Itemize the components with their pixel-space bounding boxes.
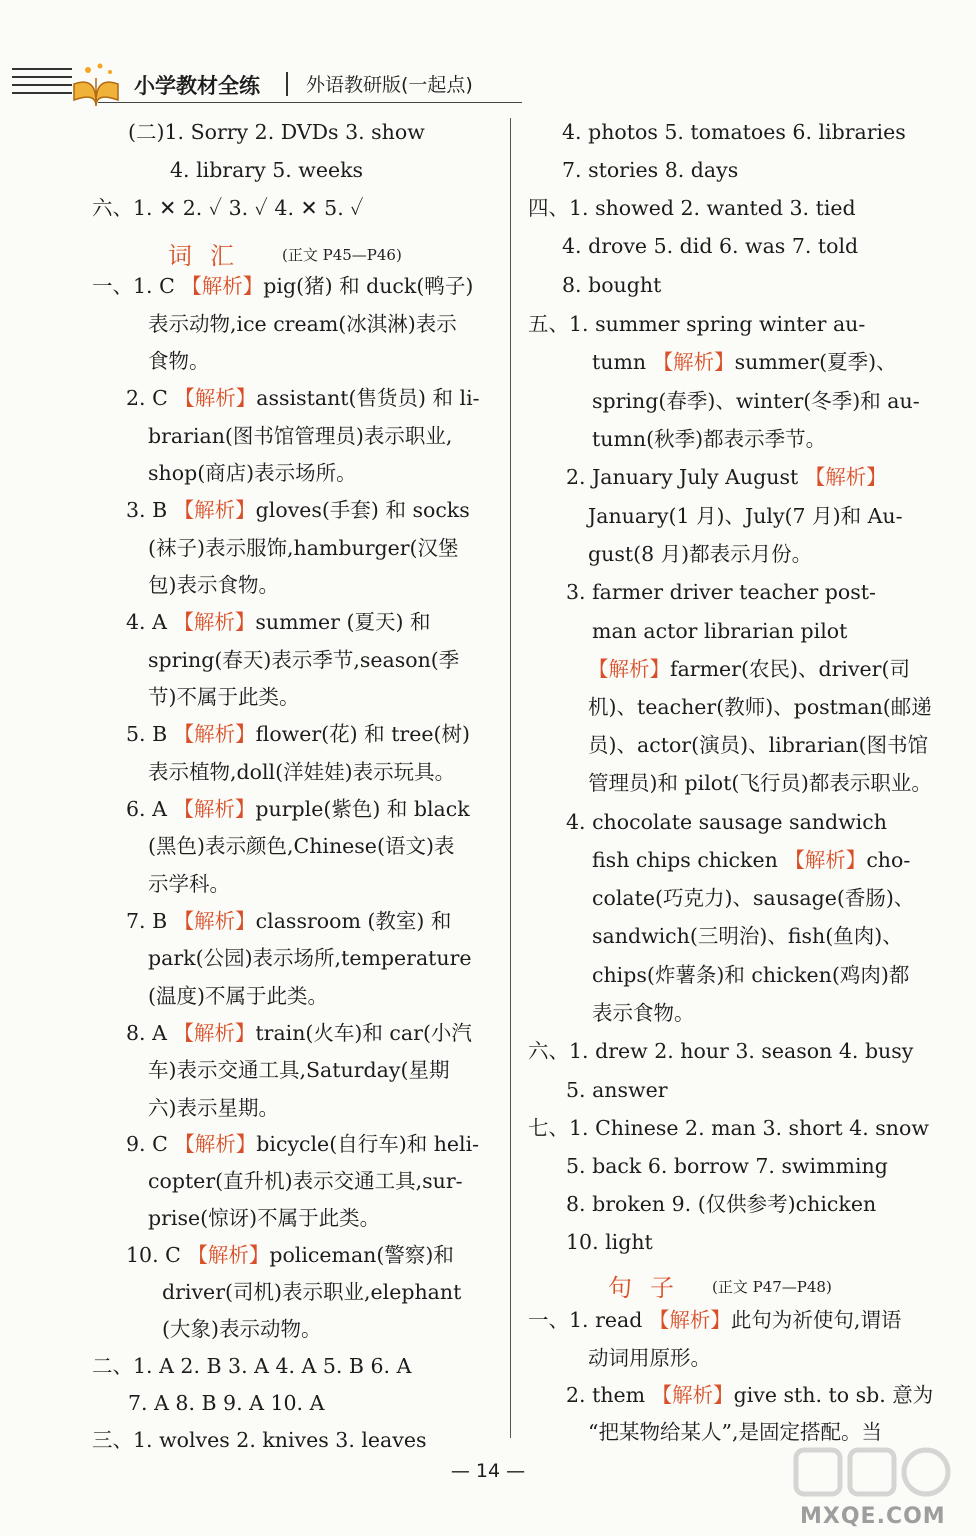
answer-text: 2. C	[126, 386, 175, 410]
answer-line	[126, 384, 480, 412]
analysis-text: pig(猪) 和 duck(鸭子)	[263, 274, 474, 298]
analysis-tag: 【解析】	[173, 722, 256, 746]
analysis-tag: 【解析】	[187, 1243, 270, 1267]
answer-line	[148, 870, 230, 898]
answer-line	[148, 758, 455, 786]
answer-text: driver(司机)表示职业,elephant	[162, 1280, 462, 1304]
answer-text: 10. light	[566, 1230, 653, 1254]
answer-line	[126, 1019, 472, 1047]
answer-line	[148, 1204, 380, 1232]
answer-text: 8. bought	[562, 273, 662, 297]
answer-line	[92, 272, 473, 300]
answer-text: 表示食物。	[592, 1001, 695, 1025]
watermark-text: MXQE.COM	[800, 1504, 946, 1529]
answer-text: 车)表示交通工具,Saturday(星期	[148, 1058, 450, 1082]
answer-text: 6. A	[126, 797, 174, 821]
page-header	[0, 62, 560, 112]
answer-line	[162, 1278, 461, 1306]
answer-text: 4. drove 5. did 6. was 7. told	[562, 234, 859, 258]
answer-text: 机)、teacher(教师)、postman(邮递	[588, 695, 932, 719]
analysis-tag: 【解析】	[651, 1383, 734, 1407]
answer-line	[566, 808, 887, 836]
answer-line	[566, 1152, 888, 1180]
analysis-tag: 【解析】	[173, 797, 256, 821]
header-separator	[286, 72, 288, 96]
answer-text: January(1 月)、July(7 月)和 Au-	[588, 504, 903, 528]
answer-text: 包)表示食物。	[148, 573, 279, 597]
answer-line	[148, 571, 279, 599]
answer-text: 9. C	[126, 1132, 175, 1156]
answer-text: 表示动物,ice cream(冰淇淋)表示	[148, 312, 457, 336]
answer-text: copter(直升机)表示交通工具,sur-	[148, 1169, 463, 1193]
answer-text: 3. B	[126, 498, 174, 522]
answer-text: 2. them	[566, 1383, 652, 1407]
answer-text: 员)、actor(演员)、librarian(图书馆	[588, 733, 929, 757]
answer-line	[528, 310, 865, 338]
analysis-tag: 【解析】	[173, 909, 256, 933]
analysis-tag: 【解析】	[173, 498, 256, 522]
section-title: 词汇	[168, 242, 252, 270]
answer-text: 10. C	[126, 1243, 188, 1267]
answer-text: 5. B	[126, 722, 174, 746]
analysis-text: cho-	[866, 848, 911, 872]
analysis-tag: 【解析】	[173, 610, 256, 634]
answer-line	[592, 617, 847, 645]
answer-line	[126, 496, 470, 524]
analysis-text: classroom (教室) 和	[255, 909, 452, 933]
answer-text: brarian(图书馆管理员)表示职业,	[148, 424, 453, 448]
analysis-tag: 【解析】	[648, 1308, 731, 1332]
answer-text: 7. B	[126, 909, 174, 933]
answer-text: man actor librarian pilot	[592, 619, 848, 643]
answer-text: 食物。	[148, 349, 210, 373]
answer-text: 5. back 6. borrow 7. swimming	[566, 1154, 888, 1178]
answer-line	[162, 1315, 322, 1343]
answer-line	[588, 769, 932, 797]
answer-text: 动词用原形。	[588, 1346, 711, 1370]
book-title: 小学教材全练	[134, 74, 260, 98]
answer-line	[528, 194, 856, 222]
answer-text: 四、1. showed 2. wanted 3. tied	[528, 196, 856, 220]
header-lines	[12, 68, 72, 100]
analysis-tag: 【解析】	[174, 386, 257, 410]
answer-line	[148, 1094, 279, 1122]
answer-text: 三、1. wolves 2. knives 3. leaves	[92, 1428, 427, 1452]
analysis-text: summer (夏天) 和	[255, 610, 431, 634]
analysis-tag: 【解析】	[174, 1132, 257, 1156]
answer-text: spring(春天)表示季节,season(季	[148, 648, 460, 672]
answer-line	[562, 232, 858, 260]
answer-text: (二)1. Sorry 2. DVDs 3. show	[128, 120, 425, 144]
answer-line	[592, 348, 897, 376]
answer-line	[592, 961, 909, 989]
section-title: 句子	[608, 1274, 692, 1302]
answer-line	[528, 1037, 913, 1065]
answer-text: (大象)表示动物。	[162, 1317, 322, 1341]
answer-line	[148, 982, 328, 1010]
answer-text: 7. A 8. B 9. A 10. A	[128, 1391, 325, 1415]
answer-text: 4. A	[126, 610, 174, 634]
answer-text: 七、1. Chinese 2. man 3. short 4. snow	[528, 1116, 929, 1140]
answer-text: 7. stories 8. days	[562, 158, 739, 182]
answer-text: 5. answer	[566, 1078, 668, 1102]
answer-line	[562, 156, 738, 184]
answer-line	[588, 1344, 711, 1372]
analysis-tag: 【解析】	[652, 350, 735, 374]
answer-line	[126, 720, 470, 748]
answer-text: (黑色)表示颜色,Chinese(语文)表	[148, 834, 455, 858]
answer-line	[566, 463, 887, 491]
answer-line	[148, 1056, 449, 1084]
answer-text: (温度)不属于此类。	[148, 984, 328, 1008]
answer-line	[592, 846, 910, 874]
answer-line	[588, 502, 903, 530]
page-number: — 14 —	[450, 1460, 526, 1482]
answer-text: chips(炸薯条)和 chicken(鸡肉)都	[592, 963, 910, 987]
answer-text: park(公园)表示场所,temperature	[148, 946, 472, 970]
answer-line	[126, 907, 451, 935]
answer-line	[170, 156, 363, 184]
analysis-text: summer(夏季)、	[734, 350, 897, 374]
answer-line	[592, 884, 914, 912]
analysis-text: gloves(手套) 和 socks	[255, 498, 470, 522]
answer-text: 8. broken 9. (仅供参考)chicken	[566, 1192, 877, 1216]
answer-line	[592, 425, 826, 453]
answer-line	[566, 1228, 653, 1256]
answer-line	[148, 347, 210, 375]
answer-text: 4. photos 5. tomatoes 6. libraries	[562, 120, 906, 144]
answer-line	[566, 578, 876, 606]
answer-line	[148, 683, 300, 711]
answer-line	[588, 540, 812, 568]
answer-line	[148, 832, 454, 860]
answer-text: tumn	[592, 350, 653, 374]
answer-line	[566, 1076, 668, 1104]
answer-text: fish chips chicken	[592, 848, 785, 872]
answer-line	[566, 1190, 876, 1218]
analysis-tag: 【解析】	[784, 848, 867, 872]
answer-text: 六)表示星期。	[148, 1096, 279, 1120]
analysis-text: purple(紫色) 和 black	[255, 797, 470, 821]
answer-text: 3. farmer driver teacher post-	[566, 580, 876, 604]
answer-line	[528, 1114, 929, 1142]
analysis-text: 此句为祈使句,谓语	[730, 1308, 902, 1332]
answer-text: 二、1. A 2. B 3. A 4. A 5. B 6. A	[92, 1354, 412, 1378]
answer-text: 管理员)和 pilot(飞行员)都表示职业。	[588, 771, 932, 795]
answer-line	[562, 118, 906, 146]
answer-text: tumn(秋季)都表示季节。	[592, 427, 827, 451]
answer-line	[148, 310, 457, 338]
answer-text: prise(惊讶)不属于此类。	[148, 1206, 381, 1230]
answer-text: 2. January July August	[566, 465, 805, 489]
column-divider	[510, 118, 511, 1438]
answer-text: 六、1. ✕ 2. ✓ 3. ✓ 4. ✕ 5. ✓	[92, 196, 364, 220]
answer-line	[126, 1130, 479, 1158]
answer-line	[148, 534, 459, 562]
book-edition: 外语教研版(一起点)	[306, 74, 473, 96]
answer-text: shop(商店)表示场所。	[148, 461, 357, 485]
answer-line	[128, 118, 425, 146]
analysis-text: bicycle(自行车)和 heli-	[256, 1132, 480, 1156]
analysis-text: flower(花) 和 tree(树)	[255, 722, 470, 746]
answer-text: 4. library 5. weeks	[170, 158, 364, 182]
answer-line	[126, 1241, 454, 1269]
answer-line	[148, 459, 357, 487]
answer-line	[92, 194, 363, 222]
answer-text: 六、1. drew 2. hour 3. season 4. busy	[528, 1039, 914, 1063]
analysis-text: policeman(警察)和	[269, 1243, 454, 1267]
answer-text: gust(8 月)都表示月份。	[588, 542, 813, 566]
answer-text: 一、1. read	[528, 1308, 649, 1332]
answer-line	[92, 1352, 411, 1380]
answer-line	[592, 922, 903, 950]
answer-line	[566, 1381, 933, 1409]
answer-text: 示学科。	[148, 872, 230, 896]
answer-text: 4. chocolate sausage sandwich	[566, 810, 887, 834]
answer-text: sandwich(三明治)、fish(鱼肉)、	[592, 924, 903, 948]
answer-text: (袜子)表示服饰,hamburger(汉堡	[148, 536, 459, 560]
section-page-ref: (正文 P47—P48)	[712, 1278, 832, 1296]
answer-text: “把某物给某人”,是固定搭配。当	[588, 1420, 882, 1444]
answer-line	[148, 944, 472, 972]
answer-line	[562, 271, 661, 299]
answer-line	[148, 422, 452, 450]
answer-line	[588, 693, 932, 721]
header-rule	[98, 102, 522, 103]
analysis-tag: 【解析】	[588, 657, 670, 681]
section-page-ref: (正文 P45—P46)	[282, 246, 402, 264]
answer-line	[588, 655, 910, 683]
answer-line	[126, 795, 470, 823]
analysis-text: train(火车)和 car(小汽	[255, 1021, 472, 1045]
answer-text: colate(巧克力)、sausage(香肠)、	[592, 886, 915, 910]
analysis-text: farmer(农民)、driver(司	[670, 657, 910, 681]
answer-text: 一、1. C	[92, 274, 182, 298]
answer-text: spring(春季)、winter(冬季)和 au-	[592, 389, 920, 413]
analysis-tag: 【解析】	[181, 274, 264, 298]
answer-line	[148, 646, 459, 674]
answer-text: 节)不属于此类。	[148, 685, 300, 709]
analysis-text: give sth. to sb. 意为	[733, 1383, 934, 1407]
answer-line	[92, 1426, 427, 1454]
answer-line	[128, 1389, 324, 1417]
answer-text: 表示植物,doll(洋娃娃)表示玩具。	[148, 760, 456, 784]
answer-line	[126, 608, 430, 636]
answer-line	[592, 999, 695, 1027]
answer-line	[528, 1306, 901, 1334]
answer-text: 8. A	[126, 1021, 174, 1045]
analysis-tag: 【解析】	[804, 465, 887, 489]
analysis-text: assistant(售货员) 和 li-	[256, 386, 480, 410]
answer-line	[588, 731, 928, 759]
answer-line	[592, 387, 920, 415]
analysis-tag: 【解析】	[173, 1021, 256, 1045]
answer-text: 五、1. summer spring winter au-	[528, 312, 866, 336]
answer-line	[148, 1167, 463, 1195]
